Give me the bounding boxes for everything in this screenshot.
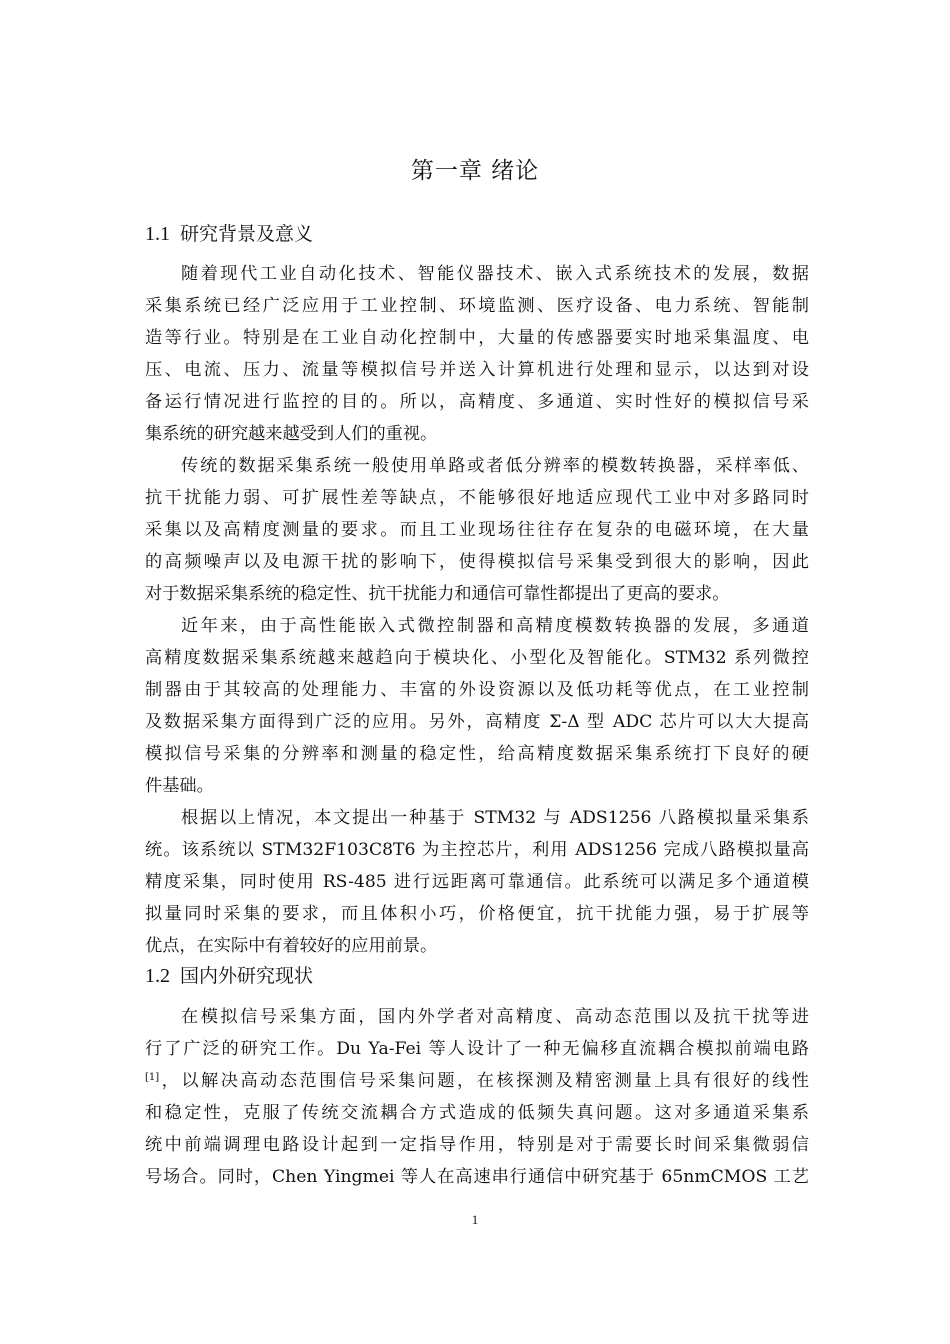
paragraph — [145, 258, 809, 450]
section-1-1-body — [145, 258, 809, 962]
text-line: 采集系统已经广泛应用于工业控制、环境监测、医疗设备、电力系统、智能制 — [145, 296, 809, 316]
text-line: 统中前端调理电路设计起到一定指导作用，特别是对于需要长时间采集微弱信 — [145, 1135, 809, 1155]
chapter-title: 第一章 绪论 — [410, 158, 540, 184]
text-line: 根据以上情况，本文提出一种基于 STM32 与 ADS1256 八路模拟量采集系 — [181, 808, 809, 828]
text-line: 行了广泛的研究工作。Du Ya-Fei 等人设计了一种无偏移直流耦合模拟前端电路 — [145, 1039, 809, 1059]
text-line-with-citation — [145, 1065, 809, 1097]
paragraph — [145, 1001, 809, 1193]
text-line: 随着现代工业自动化技术、智能仪器技术、嵌入式系统技术的发展，数据 — [181, 264, 809, 284]
text-line: 制器由于其较高的处理能力、丰富的外设资源以及低功耗等优点，在工业控制 — [145, 680, 809, 700]
section-title: 研究背景及意义 — [180, 223, 314, 245]
text-line: 优点，在实际中有着较好的应用前景。 — [145, 936, 438, 956]
section-number: 1.1 — [145, 223, 170, 245]
paragraph — [145, 450, 809, 610]
section-1-2-body — [145, 1001, 809, 1193]
citation-reference[interactable]: [1] — [145, 1072, 160, 1083]
text-line: 在模拟信号采集方面，国内外学者对高精度、高动态范围以及抗干扰等进 — [181, 1007, 809, 1027]
section-title: 国内外研究现状 — [180, 965, 314, 987]
paragraph — [145, 802, 809, 962]
paragraph — [145, 610, 809, 802]
text-line: 抗干扰能力弱、可扩展性差等缺点，不能够很好地适应现代工业中对多路同时 — [145, 488, 809, 508]
text-line: 造等行业。特别是在工业自动化控制中，大量的传感器要实时地采集温度、电 — [145, 328, 809, 348]
text-line: 及数据采集方面得到广泛的应用。另外，高精度 Σ-Δ 型 ADC 芯片可以大大提高 — [145, 712, 809, 732]
text-line: 集系统的研究越来越受到人们的重视。 — [145, 424, 438, 444]
text-line: 件基础。 — [145, 776, 214, 796]
text-line: 压、电流、压力、流量等模拟信号并送入计算机进行处理和显示，以达到对设 — [145, 360, 809, 380]
text-line: 传统的数据采集系统一般使用单路或者低分辨率的模数转换器，采样率低、 — [181, 456, 809, 476]
text-line: 拟量同时采集的要求，而且体积小巧，价格便宜，抗干扰能力强，易于扩展等 — [145, 904, 809, 924]
text-line: 备运行情况进行监控的目的。所以，高精度、多通道、实时性好的模拟信号采 — [145, 392, 809, 412]
text-line: 的高频噪声以及电源干扰的影响下，使得模拟信号采集受到很大的影响，因此 — [145, 552, 809, 572]
text-line: 统。该系统以 STM32F103C8T6 为主控芯片，利用 ADS1256 完成八路模拟量高 — [145, 840, 809, 860]
section-heading-1-2 — [145, 961, 313, 988]
page-number: 1 — [471, 1212, 479, 1227]
text-line: 模拟信号采集的分辨率和测量的稳定性，给高精度数据采集系统打下良好的硬 — [145, 744, 809, 764]
section-number: 1.2 — [145, 965, 170, 987]
text-line: 和稳定性，克服了传统交流耦合方式造成的低频失真问题。这对多通道采集系 — [145, 1103, 809, 1123]
text-line: 采集以及高精度测量的要求。而且工业现场往往存在复杂的电磁环境，在大量 — [145, 520, 809, 540]
text-line: 对于数据采集系统的稳定性、抗干扰能力和通信可靠性都提出了更高的要求。 — [145, 584, 730, 604]
text-line: 号场合。同时，Chen Yingmei 等人在高速串行通信中研究基于 65nmCMOS 工艺 — [145, 1167, 809, 1187]
text-line: 高精度数据采集系统越来越趋向于模块化、小型化及智能化。STM32 系列微控 — [145, 648, 809, 668]
section-heading-1-1 — [145, 219, 313, 246]
text-line: 精度采集，同时使用 RS-485 进行远距离可靠通信。此系统可以满足多个通道模 — [145, 872, 809, 892]
text-line: ，以解决高动态范围信号采集问题，在核探测及精密测量上具有很好的线性 — [159, 1071, 809, 1091]
text-line: 近年来，由于高性能嵌入式微控制器和高精度模数转换器的发展，多通道 — [181, 616, 809, 636]
